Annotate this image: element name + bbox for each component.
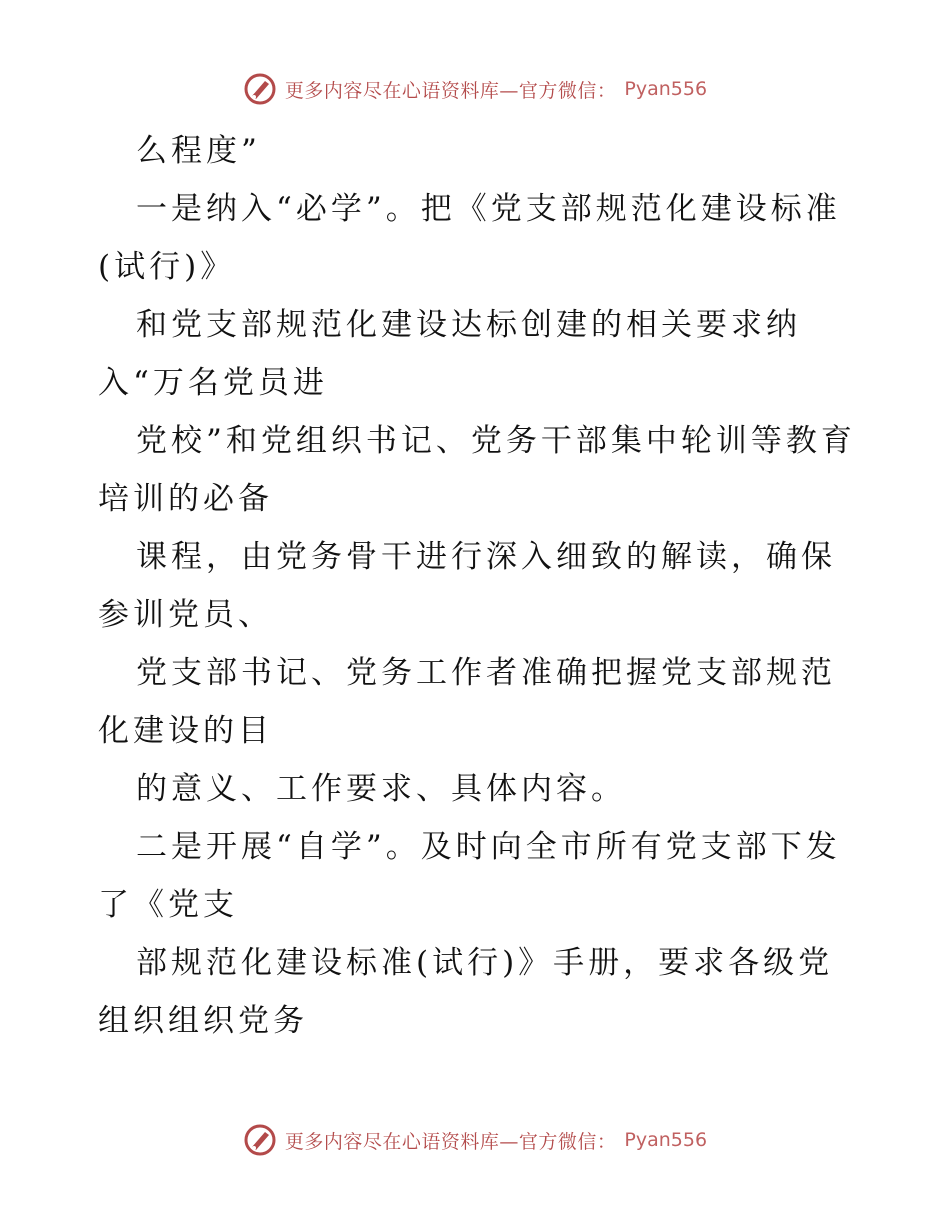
pen-logo-icon bbox=[243, 1123, 277, 1157]
paragraph-line: 党校”和党组织书记、党务干部集中轮训等教育培训的必备 bbox=[98, 423, 856, 517]
watermark-text: 更多内容尽在心语资料库—官方微信： bbox=[284, 79, 617, 102]
paragraph-line: 和党支部规范化建设达标创建的相关要求纳入“万名党员进 bbox=[98, 307, 801, 401]
paragraph-line: 么程度” bbox=[136, 133, 261, 169]
document-body bbox=[98, 122, 858, 1050]
paragraph-line: 部规范化建设标准(试行)》手册，要求各级党组织组织党务 bbox=[98, 945, 834, 1039]
paragraph-line: 一是纳入“必学”。把《党支部规范化建设标准(试行)》 bbox=[98, 191, 841, 285]
paragraph-line: 课程，由党务骨干进行深入细致的解读，确保参训党员、 bbox=[98, 539, 836, 633]
watermark-wechat-id: Pyan556 bbox=[624, 1129, 708, 1151]
watermark-text: 更多内容尽在心语资料库—官方微信： bbox=[284, 1130, 617, 1153]
footer-watermark bbox=[0, 1123, 950, 1157]
pen-logo-icon bbox=[243, 72, 277, 106]
header-watermark bbox=[0, 72, 950, 106]
paragraph-line: 二是开展“自学”。及时向全市所有党支部下发了《党支 bbox=[98, 829, 841, 923]
paragraph-line: 党支部书记、党务工作者准确把握党支部规范化建设的目 bbox=[98, 655, 836, 749]
paragraph-line: 的意义、工作要求、具体内容。 bbox=[136, 771, 626, 807]
watermark-wechat-id: Pyan556 bbox=[624, 78, 708, 100]
